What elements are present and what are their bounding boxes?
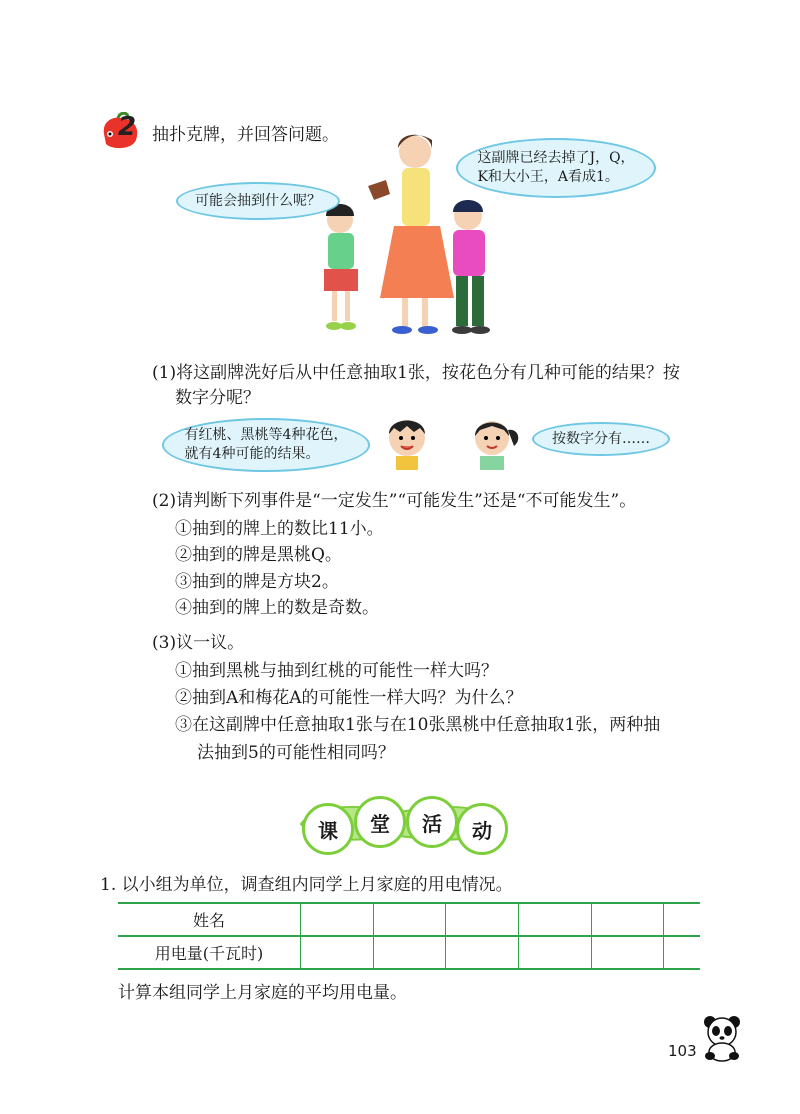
table-cell[interactable] — [518, 903, 591, 936]
table-cell[interactable] — [591, 936, 664, 969]
q2-heading: (2)请判断下列事件是“一定发生”“可能发生”还是“不可能发生”。 — [152, 491, 637, 511]
boy-answer-bubble — [162, 418, 370, 472]
activity-char-1: 课 — [302, 803, 354, 855]
q3-item-2: ②抽到A和梅花A的可能性一样大吗？为什么？ — [175, 688, 523, 708]
activity-char-3: 活 — [406, 796, 458, 848]
table-cell[interactable] — [373, 903, 446, 936]
exercise1-followup: 计算本组同学上月家庭的平均用电量。 — [118, 983, 407, 1003]
boy-avatar — [384, 412, 430, 474]
girl-question-bubble — [176, 182, 340, 220]
table-cell[interactable] — [518, 936, 591, 969]
table-cell[interactable] — [373, 936, 446, 969]
exercise1-text: 1. 以小组为单位，调查组内同学上月家庭的用电情况。 — [100, 875, 513, 895]
q3-item-3-cont: 法抽到5的可能性相同吗？ — [197, 743, 395, 763]
table-cell[interactable] — [446, 936, 519, 969]
girl-avatar — [468, 412, 524, 474]
page-number: 103 — [668, 1042, 697, 1060]
teacher-speech-line2: K和大小王，A看成1。 — [477, 169, 619, 185]
q2-item-4: ④抽到的牌上的数是奇数。 — [175, 598, 379, 618]
q3-heading: (3)议一议。 — [152, 633, 245, 653]
boy-answer-line2: 就有4种可能的结果。 — [184, 446, 320, 462]
table-header-usage: 用电量(千瓦时) — [118, 936, 301, 969]
q3-item-1: ①抽到黑桃与抽到红桃的可能性一样大吗？ — [175, 661, 498, 681]
problem-number: 2 — [118, 112, 137, 142]
activity-char-4: 动 — [456, 803, 508, 855]
q2-item-3: ③抽到的牌是方块2。 — [175, 572, 339, 592]
electricity-table — [118, 902, 700, 970]
q2-item-2: ②抽到的牌是黑桃Q。 — [175, 545, 342, 565]
q1-line1: (1)将这副牌洗好后从中任意抽取1张，按花色分有几种可能的结果？按 — [152, 363, 680, 383]
girl-answer-bubble — [532, 422, 670, 456]
boy-answer-line1: 有红桃、黑桃等4种花色， — [184, 427, 348, 443]
table-cell[interactable] — [664, 936, 700, 969]
table-cell[interactable] — [301, 936, 374, 969]
q3-item-3: ③在这副牌中任意抽取1张与在10张黑桃中任意抽取1张，两种抽 — [175, 715, 661, 735]
teacher-speech-bubble — [456, 138, 656, 198]
table-cell[interactable] — [301, 903, 374, 936]
table-cell[interactable] — [591, 903, 664, 936]
table-row — [118, 936, 700, 969]
table-header-name: 姓名 — [118, 903, 301, 936]
table-row — [118, 903, 700, 936]
activity-char-2: 堂 — [354, 796, 406, 848]
girl-question-text: 可能会抽到什么呢？ — [195, 192, 321, 209]
teacher-speech-line1: 这副牌已经去掉了J，Q， — [477, 150, 635, 166]
table-cell[interactable] — [446, 903, 519, 936]
panda-icon — [700, 1012, 744, 1066]
table-cell[interactable] — [664, 903, 700, 936]
problem-title: 抽扑克牌，并回答问题。 — [152, 125, 339, 145]
q1-line2: 数字分呢？ — [175, 388, 260, 408]
q2-item-1: ①抽到的牌上的数比11小。 — [175, 519, 384, 539]
girl-answer-text: 按数字分有…… — [552, 430, 650, 447]
